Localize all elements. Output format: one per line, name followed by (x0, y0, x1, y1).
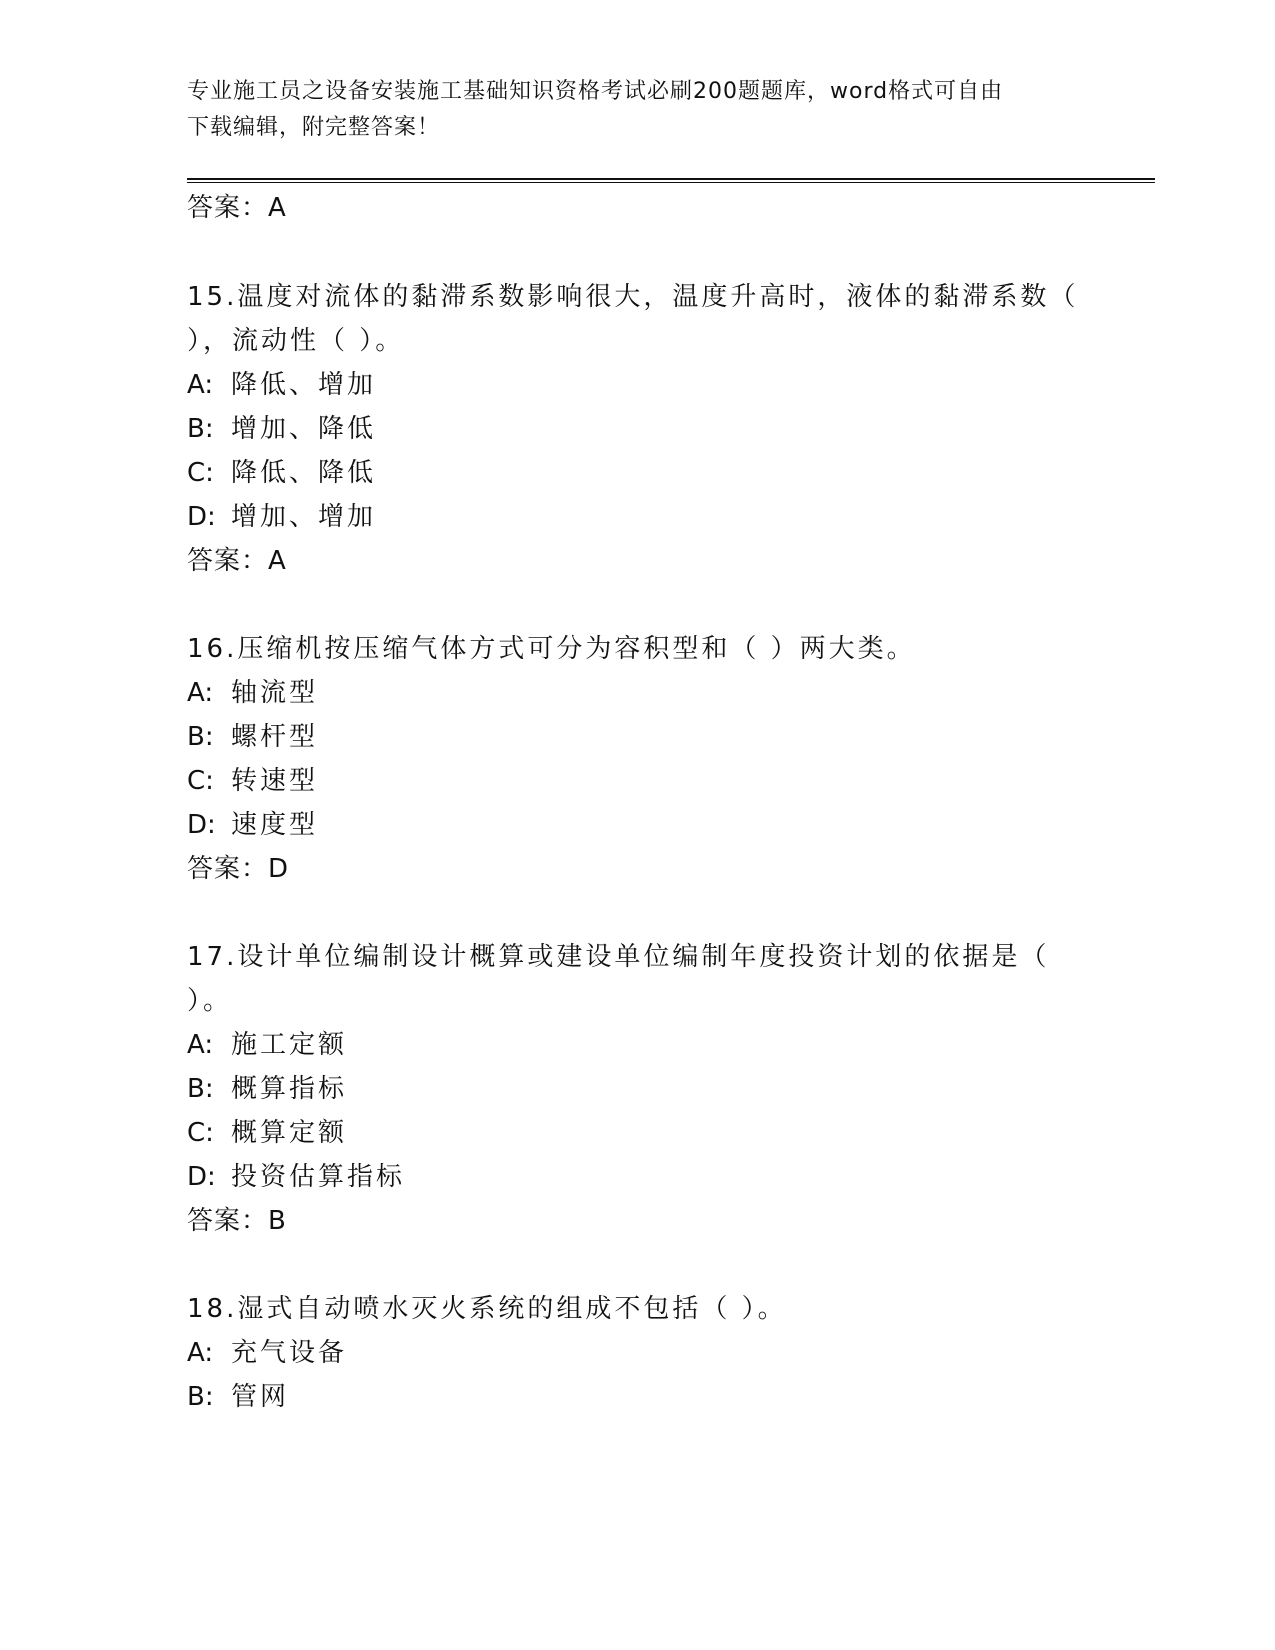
question-16-stem-line-1: 16.压缩机按压缩气体方式可分为容积型和（ ）两大类。 (187, 634, 916, 664)
question-15-stem-line-2: ），流动性（ ）。 (187, 326, 405, 356)
option-letter: B: (187, 1382, 214, 1412)
header-line-2: 下载编辑，附完整答案！ (187, 115, 441, 140)
option-text: 增加、增加 (231, 502, 377, 532)
question-16-option-b (187, 720, 318, 754)
option-letter: D: (187, 1162, 216, 1192)
question-17-option-a (187, 1028, 347, 1062)
question-17-answer: 答案：B (187, 1206, 287, 1236)
option-text: 转速型 (231, 766, 319, 796)
option-text: 降低、增加 (231, 370, 377, 400)
question-17-option-c (187, 1116, 347, 1150)
question-17-option-d (187, 1160, 405, 1194)
option-letter: A: (187, 1338, 214, 1368)
option-text: 速度型 (231, 810, 319, 840)
question-15-option-b (187, 412, 376, 446)
question-18-option-b (187, 1380, 289, 1414)
question-16-option-d (187, 808, 318, 842)
option-letter: D: (187, 502, 216, 532)
option-letter: B: (187, 1074, 214, 1104)
option-text: 投资估算指标 (231, 1162, 406, 1192)
question-17-option-b (187, 1072, 347, 1106)
option-text: 概算指标 (231, 1074, 348, 1104)
question-15-option-c (187, 456, 376, 490)
option-text: 充气设备 (231, 1338, 348, 1368)
document-header (187, 74, 1087, 146)
option-letter: C: (187, 766, 214, 796)
option-letter: A: (187, 678, 214, 708)
question-18-option-a (187, 1336, 347, 1370)
header-divider (187, 178, 1155, 183)
option-letter: C: (187, 458, 214, 488)
option-text: 施工定额 (231, 1030, 348, 1060)
header-line-1: 专业施工员之设备安装施工基础知识资格考试必刷200题题库，word格式可自由 (187, 79, 1004, 104)
option-text: 概算定额 (231, 1118, 348, 1148)
option-letter: D: (187, 810, 216, 840)
option-letter: B: (187, 414, 214, 444)
question-15-stem-line-1: 15.温度对流体的黏滞系数影响很大，温度升高时，液体的黏滞系数（ (187, 282, 1079, 312)
question-16-answer: 答案：D (187, 854, 290, 884)
question-15-answer: 答案：A (187, 546, 287, 576)
question-16-option-a (187, 676, 318, 710)
question-15-option-d (187, 500, 376, 534)
question-15-option-a (187, 368, 376, 402)
option-text: 管网 (231, 1382, 290, 1412)
option-letter: B: (187, 722, 214, 752)
question-16-option-c (187, 764, 318, 798)
question-18-stem-line-1: 18.湿式自动喷水灭火系统的组成不包括（ ）。 (187, 1294, 787, 1324)
option-text: 增加、降低 (231, 414, 377, 444)
answer-line: 答案：A (187, 193, 287, 223)
question-17-stem-line-2: ）。 (187, 986, 233, 1016)
option-text: 螺杆型 (231, 722, 319, 752)
option-text: 轴流型 (231, 678, 319, 708)
option-letter: C: (187, 1118, 214, 1148)
option-letter: A: (187, 370, 214, 400)
option-text: 降低、降低 (231, 458, 377, 488)
question-17-stem-line-1: 17.设计单位编制设计概算或建设单位编制年度投资计划的依据是（ (187, 942, 1050, 972)
option-letter: A: (187, 1030, 214, 1060)
